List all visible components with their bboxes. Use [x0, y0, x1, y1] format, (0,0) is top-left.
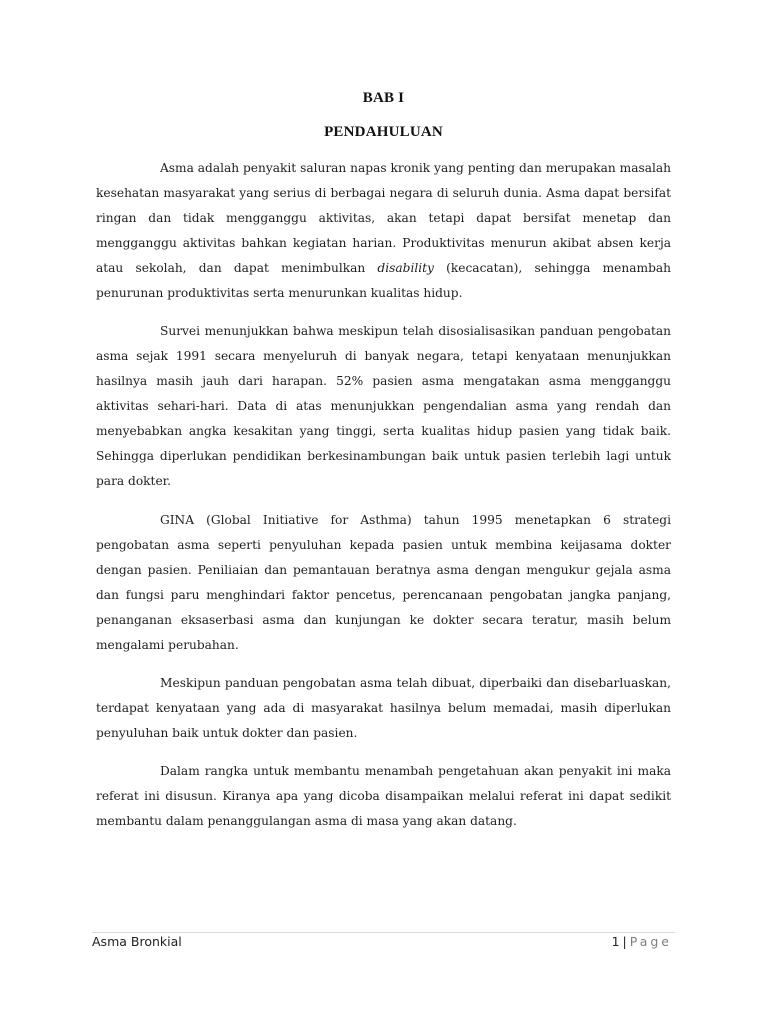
footer-divider	[92, 932, 675, 933]
paragraph-2: Survei menunjukkan bahwa meskipun telah disosialisasikan panduan pengobatan asma sejak 1991 secara menyeluruh di banyak negara, tetapi kenyataan menunjukkan hasilnya masih jauh dari harapan. 52% pasien asma mengatakan asma mengganggu aktivitas sehari-hari. Data di atas menunjukkan pengendalian asma yang rendah dan menyebabkan angka kesakitan yang tinggi, serta kualitas hidup pasien yang tidak baik. Sehingga diperlukan pendidikan berkesinambungan baik untuk pasien terlebih lagi untuk para dokter.	[96, 324, 671, 488]
paragraph-1-text-b: (kecacatan), sehingga menambah penurunan produktivitas serta menurunkan kualitas hidup.	[96, 261, 671, 300]
chapter-title: PENDAHULUAN	[324, 124, 443, 140]
footer-title: Asma Bronkial	[92, 934, 182, 949]
paragraph-3: GINA (Global Initiative for Asthma) tahun 1995 menetapkan 6 strategi pengobatan asma seperti penyuluhan kepada pasien untuk membina keijasama dokter dengan pasien. Peniliaian dan pemantauan beratnya asma dengan mengukur gejala asma dan fungsi paru menghindari faktor pencetus, perencanaan pengobatan jangka panjang, penanganan eksaserbasi asma dan kunjungan ke dokter secara teratur, masih belum mengalami perubahan.	[96, 513, 671, 652]
page-number: 1	[611, 934, 620, 949]
chapter-heading: BAB I	[362, 90, 405, 106]
page-separator: |	[622, 934, 627, 949]
footer-page-indicator	[612, 934, 672, 949]
paragraph-1	[96, 156, 671, 306]
paragraph-1-text-a: Asma adalah penyakit saluran napas kronik yang penting dan merupakan masalah kesehatan masyarakat yang serius di berbagai negara di seluruh dunia. Asma dapat bersifat ringan dan tidak mengganggu aktivitas, akan tetapi dapat bersifat menetap dan mengganggu aktivitas bahkan kegiatan harian. Produktivitas menurun akibat absen kerja atau sekolah, dan dapat menimbulkan	[96, 161, 671, 275]
paragraph-1-italic-term: disability	[377, 261, 434, 275]
paragraph-5: Dalam rangka untuk membantu menambah pengetahuan akan penyakit ini maka referat ini disusun. Kiranya apa yang dicoba disampaikan melalui referat ini dapat sedikit membantu dalam penanggulangan asma di masa yang akan datang.	[96, 764, 671, 828]
page-label: Page	[629, 934, 672, 949]
paragraph-4: Meskipun panduan pengobatan asma telah dibuat, diperbaiki dan disebarluaskan, terdapat kenyataan yang ada di masyarakat hasilnya belum memadai, masih diperlukan penyuluhan baik untuk dokter dan pasien.	[96, 676, 671, 740]
